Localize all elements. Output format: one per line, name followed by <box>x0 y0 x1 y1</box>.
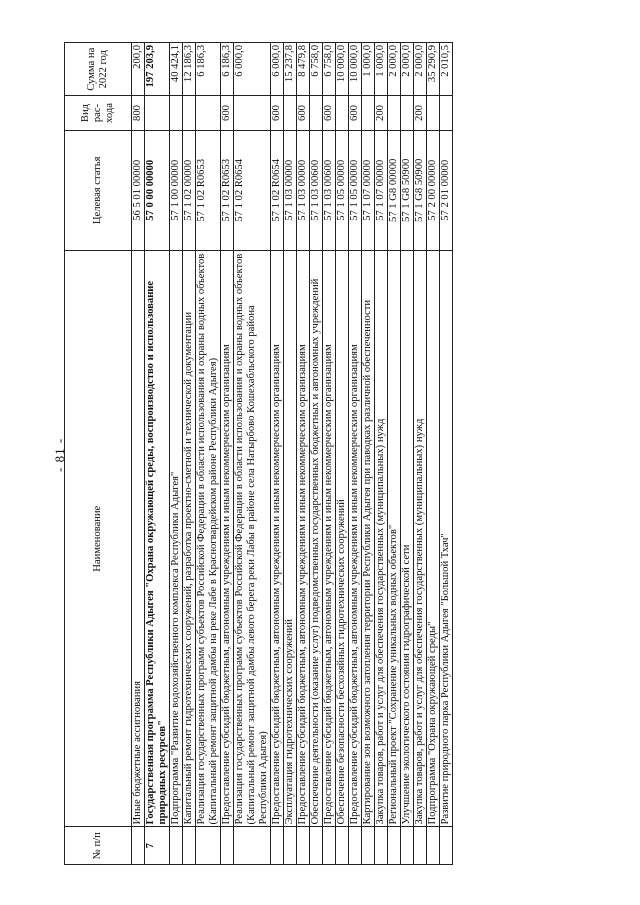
row-name: Закупка товаров, работ и услуг для обеспечения государственных (муниципальных) нужд <box>414 251 427 827</box>
header-name: Наименование <box>65 251 132 827</box>
row-num <box>362 827 375 865</box>
table-row <box>145 43 170 865</box>
row-code: 57 1 02 R0654 <box>234 130 271 251</box>
table-row <box>132 43 145 865</box>
table-row <box>271 43 284 865</box>
table-row <box>170 43 183 865</box>
header-num: № п/п <box>65 827 132 865</box>
table-row <box>196 43 221 865</box>
row-sum: 10 000,0 <box>336 43 349 96</box>
row-num <box>310 827 323 865</box>
header-code: Целевая статья <box>65 130 132 251</box>
row-code: 57 1 G8 50900 <box>414 130 427 251</box>
row-num <box>196 827 221 865</box>
row-code: 57 1 07 00000 <box>362 130 375 251</box>
row-code: 57 1 G8 00000 <box>388 130 401 251</box>
table-row <box>349 43 362 865</box>
row-code: 56 5 01 00000 <box>132 130 145 251</box>
row-sum: 200,0 <box>132 43 145 96</box>
row-num: 7 <box>145 827 170 865</box>
table-row <box>323 43 336 865</box>
row-sum: 10 000,0 <box>349 43 362 96</box>
row-num <box>375 827 388 865</box>
row-sum: 6 758,0 <box>323 43 336 96</box>
row-code: 57 1 03 00000 <box>297 130 310 251</box>
row-code: 57 1 03 00000 <box>284 130 297 251</box>
row-name: Эксплуатация гидротехнических сооружений <box>284 251 297 827</box>
row-sum: 6 000,0 <box>234 43 271 96</box>
row-vid: 600 <box>297 96 310 130</box>
row-vid: 600 <box>271 96 284 130</box>
table-row <box>310 43 323 865</box>
row-code: 57 1 03 00600 <box>310 130 323 251</box>
row-vid <box>234 96 271 130</box>
row-sum: 8 479,8 <box>297 43 310 96</box>
table-row <box>388 43 401 865</box>
row-vid <box>336 96 349 130</box>
table-row <box>427 43 440 865</box>
row-num <box>132 827 145 865</box>
row-vid: 800 <box>132 96 145 130</box>
row-num <box>271 827 284 865</box>
header-sum: Сумма на 2022 год <box>65 43 132 96</box>
row-sum: 12 186,3 <box>183 43 196 96</box>
table-row <box>362 43 375 865</box>
row-sum: 2 010,5 <box>440 43 453 96</box>
row-name: Развитие природного парка Республики Адыгея "Большой Тхач" <box>440 251 453 827</box>
row-name: Региональный проект "Сохранение уникальных водных объектов" <box>388 251 401 827</box>
row-num <box>349 827 362 865</box>
page-number: - 81 - <box>52 437 67 472</box>
row-name: Улучшение экологического состояния гидрографической сети <box>401 251 414 827</box>
row-vid <box>196 96 221 130</box>
row-num <box>336 827 349 865</box>
row-num <box>388 827 401 865</box>
row-name: Предоставление субсидий бюджетным, автономным учреждениям и иным некоммерческим организациям <box>323 251 336 827</box>
table-row <box>297 43 310 865</box>
row-sum: 1 000,0 <box>362 43 375 96</box>
table-header-row <box>65 43 132 865</box>
row-num <box>427 827 440 865</box>
row-name: Картирование зон возможного затопления территории Республики Адыгея при паводках различной обеспеченности <box>362 251 375 827</box>
table-row <box>284 43 297 865</box>
row-num <box>401 827 414 865</box>
row-name: Подпрограмма "Развитие водохозяйственного комплекса Республики Адыгея" <box>170 251 183 827</box>
row-num <box>323 827 336 865</box>
table-row <box>183 43 196 865</box>
table-row <box>234 43 271 865</box>
row-sum: 35 290,9 <box>427 43 440 96</box>
row-num <box>170 827 183 865</box>
row-code: 57 1 02 R0653 <box>196 130 221 251</box>
row-vid <box>183 96 196 130</box>
row-code: 57 0 00 00000 <box>145 130 170 251</box>
row-code: 57 1 05 00000 <box>349 130 362 251</box>
row-name: Обеспечение безопасности бесхозяйных гидротехнических сооружений <box>336 251 349 827</box>
row-sum: 197 203,9 <box>145 43 170 96</box>
table-row <box>401 43 414 865</box>
row-name: Предоставление субсидий бюджетным, автономным учреждениям и иным некоммерческим организациям <box>297 251 310 827</box>
row-name: Предоставление субсидий бюджетным, автономным учреждениям и иным некоммерческим организациям <box>221 251 234 827</box>
header-vid: Вид рас-хода <box>65 96 132 130</box>
row-num <box>414 827 427 865</box>
row-name: Подпрограмма "Охрана окружающей среды" <box>427 251 440 827</box>
row-vid <box>170 96 183 130</box>
row-sum: 1 000,0 <box>375 43 388 96</box>
row-name: Реализация государственных программ субъектов Российской Федерации в области использования и охраны водных объектов (Капитальный ремонт защитной дамбы на реке Лабе в Красногвардейском районе Республики Адыгея) <box>196 251 221 827</box>
row-vid: 200 <box>375 96 388 130</box>
row-code: 57 2 01 00000 <box>440 130 453 251</box>
row-code: 57 1 02 R0653 <box>221 130 234 251</box>
row-code: 57 1 07 00000 <box>375 130 388 251</box>
row-code: 57 1 G8 50900 <box>401 130 414 251</box>
row-sum: 2 000,0 <box>414 43 427 96</box>
row-name: Реализация государственных программ субъектов Российской Федерации в области использования и охраны водных объектов (Капитальный ремонт защитной дамбы левого берега реки Лабы в районе села Натырбово Кошехабльского района Республики Адыгея) <box>234 251 271 827</box>
row-vid: 600 <box>323 96 336 130</box>
row-num <box>183 827 196 865</box>
row-name: Государственная программа Республики Адыгея "Охрана окружающей среды, воспроизводство и использование природных ресурсов" <box>145 251 170 827</box>
row-sum: 15 237,8 <box>284 43 297 96</box>
row-sum: 2 000,0 <box>388 43 401 96</box>
row-sum: 6 186,3 <box>196 43 221 96</box>
row-name: Закупка товаров, работ и услуг для обеспечения государственных (муниципальных) нужд <box>375 251 388 827</box>
row-vid <box>401 96 414 130</box>
row-sum: 6 000,0 <box>271 43 284 96</box>
row-sum: 6 758,0 <box>310 43 323 96</box>
row-vid: 600 <box>221 96 234 130</box>
row-vid <box>362 96 375 130</box>
row-num <box>234 827 271 865</box>
row-code: 57 1 05 00000 <box>336 130 349 251</box>
row-name: Капитальный ремонт гидротехнических сооружений, разработка проектно-сметной и технической документации <box>183 251 196 827</box>
row-code: 57 1 02 00000 <box>183 130 196 251</box>
table-row <box>221 43 234 865</box>
row-name: Иные бюджетные ассигнования <box>132 251 145 827</box>
row-name: Обеспечение деятельности (оказание услуг) подведомственных государственных бюджетных и автономных учреждений <box>310 251 323 827</box>
table-row <box>336 43 349 865</box>
row-vid <box>427 96 440 130</box>
row-vid <box>284 96 297 130</box>
row-num <box>297 827 310 865</box>
table-row <box>375 43 388 865</box>
row-vid <box>145 96 170 130</box>
row-vid: 200 <box>414 96 427 130</box>
row-num <box>284 827 297 865</box>
row-name: Предоставление субсидий бюджетным, автономным учреждениям и иным некоммерческим организациям <box>349 251 362 827</box>
table-row <box>440 43 453 865</box>
row-vid: 600 <box>349 96 362 130</box>
row-code: 57 1 02 R0654 <box>271 130 284 251</box>
row-num <box>221 827 234 865</box>
row-code: 57 2 00 00000 <box>427 130 440 251</box>
row-vid <box>310 96 323 130</box>
row-num <box>440 827 453 865</box>
row-name: Предоставление субсидий бюджетным, автономным учреждениям и иным некоммерческим организациям <box>271 251 284 827</box>
row-vid <box>440 96 453 130</box>
row-code: 57 1 00 00000 <box>170 130 183 251</box>
row-sum: 2 000,0 <box>401 43 414 96</box>
row-sum: 6 186,3 <box>221 43 234 96</box>
row-sum: 40 424,1 <box>170 43 183 96</box>
budget-table <box>64 42 453 865</box>
table-row <box>414 43 427 865</box>
row-vid <box>388 96 401 130</box>
row-code: 57 1 03 00600 <box>323 130 336 251</box>
